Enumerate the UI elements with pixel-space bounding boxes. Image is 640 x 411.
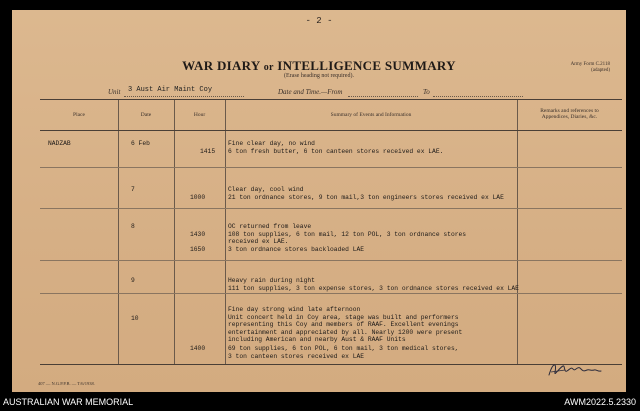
entry-date: 6 Feb xyxy=(131,140,150,147)
header-remarks-line2: Appendices, Diaries, &c. xyxy=(541,114,598,120)
army-form-label xyxy=(571,62,610,74)
entry-summary: OC returned from leave 108 ton supplies, 6 ton mail, 12 ton POL, 3 ton ordnance stores received ex LAE. xyxy=(228,223,467,246)
handwritten-signature xyxy=(545,360,605,380)
diary-page xyxy=(12,10,626,392)
col-divider xyxy=(174,100,175,364)
to-dotline xyxy=(433,96,523,97)
entry-summary: 69 ton supplies, 6 ton POL, 6 ton mail, 3 ton medical stores, 3 ton canteen stores received ex LAE xyxy=(228,345,459,360)
header-summary: Summary of Events and Information xyxy=(330,112,412,118)
printer-imprint: 407 — N.G.P.P.B. — T/6/1938. xyxy=(38,381,95,386)
header-divider xyxy=(40,130,622,131)
row-divider xyxy=(40,167,622,168)
header-remarks xyxy=(517,108,622,120)
unit-label: Unit xyxy=(108,88,121,96)
entry-date: 8 xyxy=(131,223,135,230)
to-label: To xyxy=(423,88,430,96)
army-form-adapted: (adapted) xyxy=(591,68,610,73)
entry-summary: Fine day strong wind late afternoon Unit concert held in Coy area, stage was built and performers representing this Coy and members of RAAF. Excellent evenings entertainment and appreciated by all. Nearly 1200 were present including American and nearby Aust & RAAF Units xyxy=(228,306,463,344)
diary-table xyxy=(40,99,622,365)
date-time-label: Date and Time.—From xyxy=(278,88,343,96)
entry-hour: 1430 xyxy=(190,231,206,238)
row-divider xyxy=(40,293,622,294)
header-place: Place xyxy=(73,112,85,118)
document-subtitle: (Erase heading not required). xyxy=(284,73,354,79)
col-divider xyxy=(517,100,518,364)
archive-reference: AWM2022.5.2330 xyxy=(564,397,636,407)
header-remarks-line1: Remarks and references to xyxy=(540,108,599,114)
unit-dotline xyxy=(124,96,244,97)
archive-caption: AUSTRALIAN WAR MEMORIAL xyxy=(3,397,134,407)
entry-date: 10 xyxy=(131,315,139,322)
row-divider xyxy=(40,208,622,209)
from-dotline xyxy=(348,96,418,97)
entry-hour: 1000 xyxy=(190,194,206,201)
title-or: or xyxy=(263,62,274,73)
entry-summary: Fine clear day, no wind 6 ton fresh butter, 6 ton canteen stores received ex LAE. xyxy=(228,140,444,155)
army-form-number: Army Form C.2118 xyxy=(570,62,610,67)
document-title xyxy=(12,58,626,74)
entry-hour: 1400 xyxy=(190,345,206,352)
entry-summary: Heavy rain during night 111 ton supplies, 3 ton expense stores, 3 ton ordnance stores received ex LAE xyxy=(228,277,519,292)
unit-row xyxy=(108,85,538,99)
unit-value: 3 Aust Air Maint Coy xyxy=(128,86,213,94)
entry-place: NADZAB xyxy=(48,140,71,147)
entry-date: 7 xyxy=(131,186,135,193)
row-divider xyxy=(40,260,622,261)
entry-hour: 1650 xyxy=(190,246,206,253)
header-date: Date xyxy=(140,112,152,118)
header-hour: Hour xyxy=(193,112,206,118)
entry-summary: Clear day, cool wind 21 ton ordnance stores, 9 ton mail,3 ton engineers stores received ex LAE xyxy=(228,186,504,201)
title-war-diary: WAR DIARY xyxy=(182,58,261,73)
col-divider xyxy=(118,100,119,364)
entry-date: 9 xyxy=(131,277,135,284)
col-divider xyxy=(225,100,226,364)
entry-summary: 3 ton ordnance stores backloaded LAE xyxy=(228,246,365,253)
page-number: - 2 - xyxy=(305,16,333,26)
title-intelligence-summary: INTELLIGENCE SUMMARY xyxy=(277,58,456,73)
entry-hour: 1415 xyxy=(200,148,216,155)
